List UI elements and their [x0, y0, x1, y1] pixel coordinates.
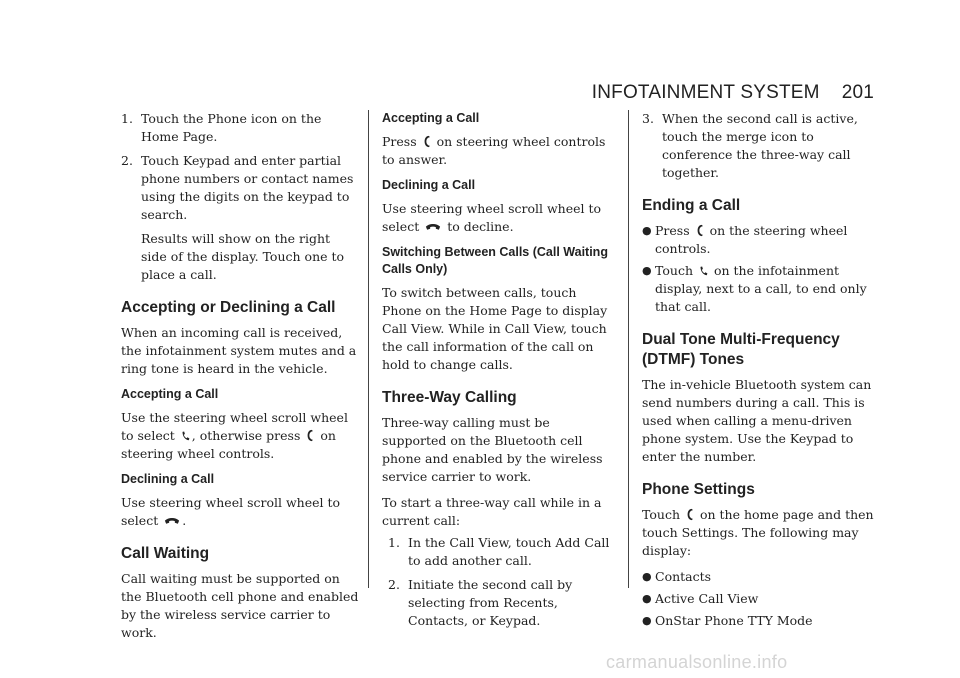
list-item: ● OnStar Phone TTY Mode [642, 613, 813, 628]
bullet: ● [642, 264, 652, 277]
step-note: Results will show on the right side of the display. Touch one to place a call. [141, 231, 345, 282]
paragraph: To switch between calls, touch Phone on the Home Page to display Call View. While in Call View, touch the call information of the call on hold to change calls. [382, 285, 608, 372]
section-title: INFOTAINMENT SYSTEM [591, 82, 820, 103]
steps-list [382, 534, 617, 630]
page-number: 201 [841, 82, 874, 103]
steps-list [121, 110, 359, 224]
heading-accept-decline: Accepting or Declining a Call [121, 299, 336, 316]
paragraph: Call waiting must be supported on the Bluetooth cell phone and enabled by the wireless service carrier to work. [121, 571, 359, 640]
list-item: 1. In the Call View, touch Add Call to add another call. [388, 535, 610, 568]
paragraph: Use the steering wheel scroll wheel to select , otherwise press on steering wheel controls. [121, 410, 348, 461]
phone-handset-icon [181, 430, 190, 442]
hang-up-icon [164, 516, 180, 527]
heading-phone-settings: Phone Settings [642, 481, 755, 498]
paragraph: The in-vehicle Bluetooth system can send numbers during a call. This is used when calling a menu-driven phone system. Use the Keypad to enter the number. [642, 377, 872, 464]
column-2 [382, 110, 617, 636]
paragraph: When an incoming call is received, the infotainment system mutes and a ring tone is heard in the vehicle. [121, 325, 357, 376]
list-item: ● Touch on the infotainment display, next to a call, to end only that call. [642, 263, 867, 314]
steering-phone-icon [306, 429, 314, 442]
paragraph: Use steering wheel scroll wheel to select to decline. [382, 201, 602, 234]
paragraph: Press on steering wheel controls to answer. [382, 134, 606, 167]
subheading-declining: Declining a Call [121, 472, 215, 486]
paragraph: Three-way calling must be supported on the Bluetooth cell phone and enabled by the wireless service carrier to work. [382, 415, 603, 484]
column-divider [628, 110, 629, 588]
column-3 [642, 110, 878, 636]
heading-call-waiting: Call Waiting [121, 545, 210, 562]
heading-dtmf: Dual Tone Multi-Frequency (DTMF) Tones [642, 331, 840, 368]
bullet: ● [642, 224, 652, 237]
column-1 [121, 110, 359, 650]
heading-three-way: Three-Way Calling [382, 389, 517, 406]
bullet: ● [642, 592, 652, 605]
steering-phone-icon [423, 135, 431, 148]
heading-ending: Ending a Call [642, 197, 741, 214]
steering-phone-icon [696, 224, 704, 237]
watermark: carmanualsonline.info [606, 652, 788, 672]
bullet-list [642, 568, 878, 630]
steering-phone-icon [686, 508, 694, 521]
list-item: ● Active Call View [642, 591, 759, 606]
subheading-declining: Declining a Call [382, 178, 476, 192]
list-item: 1. Touch the Phone icon on the Home Page. [121, 111, 322, 144]
steps-list [642, 110, 878, 182]
bullet: ● [642, 614, 652, 627]
list-item: 3. When the second call is active, touch the merge icon to conference the three-way call together. [642, 111, 858, 180]
hang-up-icon [425, 222, 441, 233]
list-item: ● Press on the steering wheel controls. [642, 223, 848, 256]
subheading-accepting: Accepting a Call [382, 111, 480, 125]
list-item: 2. Touch Keypad and enter partial phone numbers or contact names using the digits on the keypad to search. [121, 153, 354, 222]
list-item: ● Contacts [642, 569, 712, 584]
paragraph: Touch on the home page and then touch Settings. The following may display: [642, 507, 874, 558]
subheading-accepting: Accepting a Call [121, 387, 219, 401]
bullet: ● [642, 570, 652, 583]
paragraph: Use steering wheel scroll wheel to select . [121, 495, 341, 528]
running-header [592, 82, 874, 104]
bullet-list [642, 222, 878, 316]
phone-handset-icon [699, 265, 708, 277]
paragraph: To start a three-way call while in a current call: [382, 495, 602, 528]
list-item: 2. Initiate the second call by selecting from Recents, Contacts, or Keypad. [388, 577, 573, 628]
subheading-switching: Switching Between Calls (Call Waiting Calls Only) [382, 245, 608, 276]
column-divider [368, 110, 369, 588]
